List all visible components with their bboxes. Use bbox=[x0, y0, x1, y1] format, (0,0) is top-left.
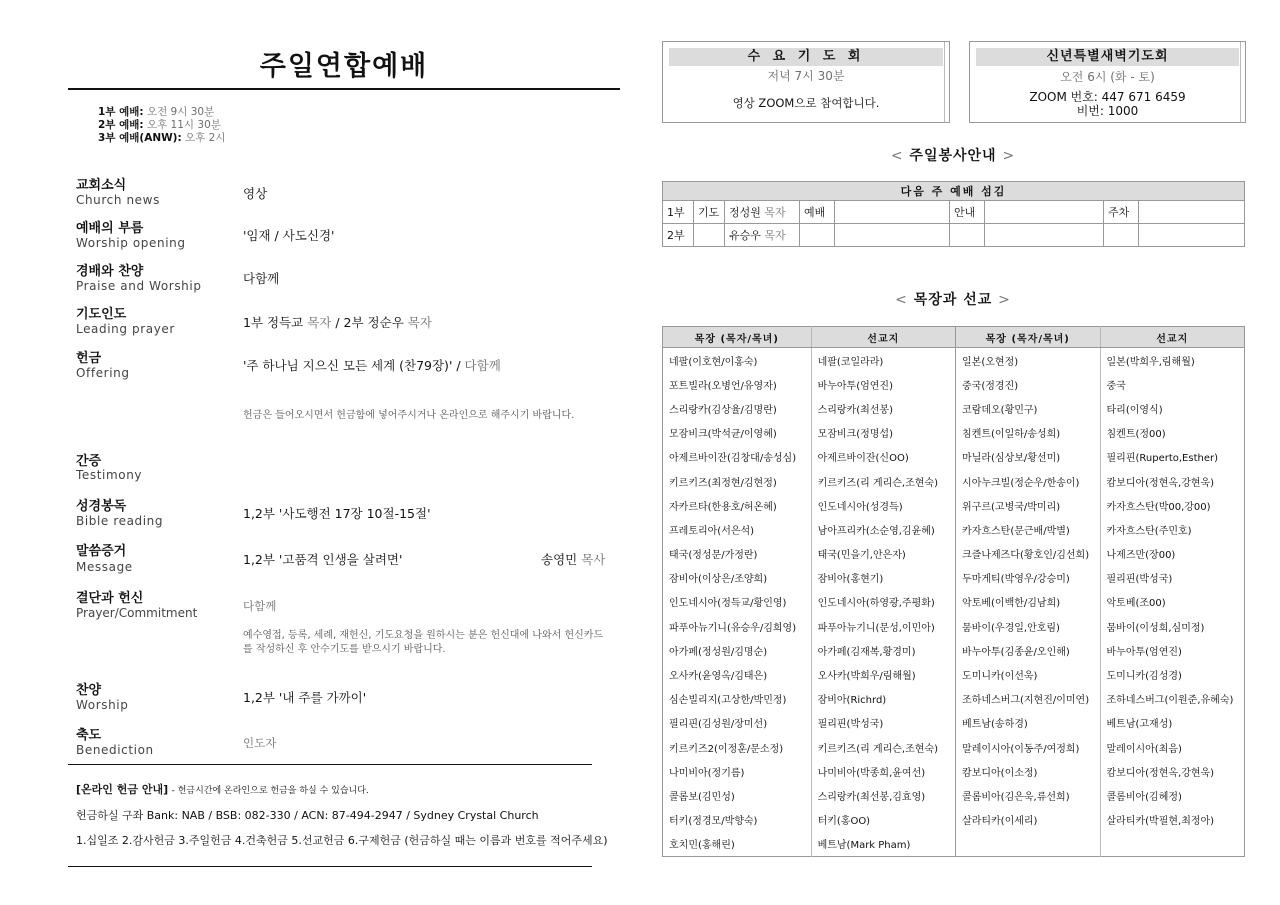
mission-cell: 네팔(이호현/이홍숙) bbox=[663, 348, 812, 373]
serve-cell bbox=[1104, 224, 1139, 247]
item-offering-value: '주 하나님 지으신 모든 세계 (찬79장)' / 다함께 bbox=[243, 358, 501, 373]
mission-cell: 조하네스버그(지현진/이미연) bbox=[956, 687, 1100, 711]
item-bible-ko: 성경봉독 bbox=[76, 499, 127, 514]
mission-cell: 나미비아(정기름) bbox=[663, 759, 812, 783]
mission-cell: 베트남(송하경) bbox=[956, 711, 1100, 735]
mission-cell: 아가페(김재복,황경미) bbox=[811, 638, 955, 662]
serve-cell bbox=[800, 224, 835, 247]
item-commitment-en: Prayer/Commitment bbox=[76, 606, 198, 620]
item-benediction-ko: 축도 bbox=[76, 728, 102, 743]
wednesday-prayer-box bbox=[662, 41, 950, 123]
mission-cell: 필리핀(Ruperto,Esther) bbox=[1106, 453, 1218, 465]
item-testimony-en: Testimony bbox=[76, 468, 143, 482]
item-benediction-value: 인도자 bbox=[243, 736, 277, 750]
item-prayer-ko: 기도인도 bbox=[76, 307, 127, 322]
mission-table-body bbox=[663, 348, 1245, 857]
mission-cell: 코람데오(황민구) bbox=[956, 396, 1100, 420]
mission-cell: 잠비아(이상은/조양희) bbox=[663, 566, 812, 590]
mission-cell: 나제즈만(장00) bbox=[1106, 550, 1176, 562]
mission-cell: 자카르타(한용호/허온혜) bbox=[663, 493, 812, 517]
table-row bbox=[663, 542, 1245, 566]
mission-cell: 뭄바이(이성희,심미정) bbox=[1106, 622, 1205, 634]
message-preacher: 송영민 목사 bbox=[541, 552, 606, 567]
mission-cell: 키르키즈2(이정훈/문소정) bbox=[663, 735, 812, 759]
mission-cell: 키르키즈(리 게리슨,조현숙) bbox=[811, 735, 955, 759]
serve-cell: 2부 bbox=[663, 224, 694, 247]
item-worship-ko: 찬양 bbox=[76, 683, 102, 698]
mission-cell: 바누아투(김종윤/오인해) bbox=[956, 638, 1100, 662]
mission-cell: 크즐나제즈다(황호인/김선희) bbox=[956, 542, 1100, 566]
mission-header: 목장 (목자/목녀) bbox=[663, 327, 812, 348]
page-title: 주일연합예배 bbox=[259, 51, 429, 82]
service-time-1: 1부 예배: 오전 9시 30분 bbox=[98, 106, 215, 118]
item-commitment-value: 다함께 bbox=[243, 599, 277, 613]
table-row bbox=[663, 662, 1245, 686]
mission-cell: 콜롬보(김민성) bbox=[663, 783, 812, 807]
table-row bbox=[663, 372, 1245, 396]
mission-cell: 모잠비크(박석균/이영혜) bbox=[663, 421, 812, 445]
mission-cell: 중국 bbox=[1106, 380, 1126, 392]
item-praise-ko: 경배와 찬양 bbox=[76, 264, 144, 279]
serve-cell: 유승우 목자 bbox=[725, 224, 800, 247]
mission-cell: 캄보디아(이소정) bbox=[956, 759, 1100, 783]
mission-cell: 캄보디아(정현옥,강현욱) bbox=[1106, 477, 1215, 489]
mission-cell: 침켄트(이일하/송성희) bbox=[956, 421, 1100, 445]
mission-cell: 터키(홍OO) bbox=[811, 808, 955, 832]
table-row bbox=[663, 348, 1245, 373]
item-testimony-ko: 간증 bbox=[76, 454, 102, 469]
wednesday-prayer-note: 영상 ZOOM으로 참여합니다. bbox=[732, 96, 880, 110]
mission-header: 목장 (목자/목녀) bbox=[956, 327, 1100, 348]
serve-cell: 예배 bbox=[800, 201, 835, 224]
newyear-zoom-password: 비번: 1000 bbox=[1076, 104, 1139, 118]
item-message-value: 1,2부 '고품격 인생을 살려면' bbox=[243, 552, 403, 567]
mission-cell: 살라티카(이세리) bbox=[956, 808, 1100, 832]
table-row bbox=[663, 711, 1245, 735]
table-row bbox=[663, 493, 1245, 517]
mission-cell: 악토베(조00) bbox=[1106, 598, 1166, 610]
serve-cell bbox=[1139, 201, 1245, 224]
item-offering-note: 헌금은 들어오시면서 헌금함에 넣어주시거나 온라인으로 해주시기 바랍니다. bbox=[243, 410, 575, 421]
mission-cell: 스리랑카(김상율/김명란) bbox=[663, 396, 812, 420]
mission-cell bbox=[956, 832, 1100, 857]
item-offering-ko: 헌금 bbox=[76, 351, 102, 366]
online-bottom-divider bbox=[68, 866, 592, 867]
table-row bbox=[663, 469, 1245, 493]
mission-cell: 태국(민을기,안은자) bbox=[811, 542, 955, 566]
serve-cell: 안내 bbox=[950, 201, 985, 224]
mission-cell: 잠비아(Richrd) bbox=[811, 687, 955, 711]
mission-header: 선교지 bbox=[1100, 327, 1245, 348]
mission-cell: 파푸아뉴기니(문성,이민아) bbox=[811, 614, 955, 638]
mission-cell: 콜롬비아(김은욱,류선희) bbox=[956, 783, 1100, 807]
item-opening-value: '임재 / 사도신경' bbox=[243, 228, 335, 243]
mission-cell: 인도네시아(정득교/황인영) bbox=[663, 590, 812, 614]
mission-cell: 키르키즈(최정현/김현정) bbox=[663, 469, 812, 493]
mission-cell: 프레토리아(서은석) bbox=[663, 517, 812, 541]
table-row bbox=[663, 566, 1245, 590]
serve-cell bbox=[985, 224, 1104, 247]
item-bible-value: 1,2부 '사도행전 17장 10절-15절' bbox=[243, 506, 431, 521]
table-row bbox=[663, 759, 1245, 783]
mission-cell: 인도네시아(하영광,주평화) bbox=[811, 590, 955, 614]
mission-cell: 모잠비크(정명섭) bbox=[811, 421, 955, 445]
mission-cell: 악토베(이백한/김남희) bbox=[956, 590, 1100, 614]
mission-header: 선교지 bbox=[811, 327, 955, 348]
mission-cell: 위구르(고병국/박미리) bbox=[956, 493, 1100, 517]
mission-cell: 카자흐스탄(박00,강00) bbox=[1106, 501, 1211, 513]
serve-cell: 1부 bbox=[663, 201, 694, 224]
serve-cell: 기도 bbox=[694, 201, 725, 224]
item-praise-en: Praise and Worship bbox=[76, 279, 202, 293]
serve-cell: 정성원 목자 bbox=[725, 201, 800, 224]
mission-cell: 포트빌라(오병언/유영자) bbox=[663, 372, 812, 396]
mission-cell: 카자흐스탄(주민호) bbox=[1106, 525, 1192, 537]
service-time-2: 2부 예배: 오후 11시 30분 bbox=[98, 119, 221, 131]
mission-cell: 스리랑카(최선봉) bbox=[811, 396, 955, 420]
mission-cell: 키르키즈(리 게리슨,조현숙) bbox=[811, 469, 955, 493]
mission-section-heading: < 목장과 선교 > bbox=[895, 292, 1011, 308]
box-edge bbox=[944, 42, 949, 122]
item-offering-en: Offering bbox=[76, 366, 130, 380]
table-row bbox=[663, 638, 1245, 662]
item-benediction-en: Benediction bbox=[76, 743, 154, 757]
mission-cell: 베트남(Mark Pham) bbox=[811, 832, 955, 857]
mission-cell: 태국(정성문/가정란) bbox=[663, 542, 812, 566]
mission-cell: 두마게티(박영우/강승미) bbox=[956, 566, 1100, 590]
serve-cell bbox=[950, 224, 985, 247]
mission-cell: 뭄바이(우경일,안호림) bbox=[956, 614, 1100, 638]
item-opening-en: Worship opening bbox=[76, 236, 186, 250]
mission-cell: 말레이시아(이동주/여정희) bbox=[956, 735, 1100, 759]
mission-cell: 스리랑카(최선봉,김효영) bbox=[811, 783, 955, 807]
mission-cell: 인도네시아(성경득) bbox=[811, 493, 955, 517]
mission-cell: 네팔(코일라라) bbox=[811, 348, 955, 373]
mission-cell: 호치민(홍해린) bbox=[663, 832, 812, 857]
item-message-ko: 말씀증거 bbox=[76, 544, 127, 559]
mission-cell bbox=[1100, 832, 1245, 857]
mission-cell: 마닐라(심상보/황선미) bbox=[956, 445, 1100, 469]
item-prayer-en: Leading prayer bbox=[76, 322, 175, 336]
item-worship-value: 1,2부 '내 주를 가까이' bbox=[243, 690, 367, 705]
serve-section-heading: < 주일봉사안내 > bbox=[890, 148, 1016, 164]
table-row bbox=[663, 201, 1245, 224]
mission-cell: 필리핀(박성국) bbox=[811, 711, 955, 735]
item-commitment-ko: 결단과 헌신 bbox=[76, 591, 144, 606]
item-prayer-value: 1부 정득교 목자 / 2부 정순우 목자 bbox=[243, 315, 432, 330]
mission-cell: 캄보디아(정현옥,강현욱) bbox=[1106, 767, 1215, 779]
table-row bbox=[663, 396, 1245, 420]
table-row bbox=[663, 445, 1245, 469]
mission-cell: 잠비아(홍현기) bbox=[811, 566, 955, 590]
mission-cell: 나미비아(박종희,윤여선) bbox=[811, 759, 955, 783]
table-row bbox=[663, 224, 1245, 247]
item-worship-en: Worship bbox=[76, 698, 129, 712]
mission-cell: 아가페(정성원/김명순) bbox=[663, 638, 812, 662]
table-row bbox=[663, 614, 1245, 638]
serve-table bbox=[662, 181, 1245, 247]
mission-cell: 중국(정경진) bbox=[956, 372, 1100, 396]
mission-cell: 베트남(고재성) bbox=[1106, 719, 1173, 731]
newyear-prayer-time: 오전 6시 (화 - 토) bbox=[1060, 70, 1155, 84]
serve-cell bbox=[1139, 224, 1245, 247]
item-commitment-note: 예수영접, 등록, 세례, 재헌신, 기도요청을 원하시는 분은 헌신대에 나와서 헌신카드를 작성하신 후 안수기도를 받으시기 바랍니다. bbox=[243, 630, 604, 655]
newyear-prayer-box bbox=[969, 41, 1246, 123]
title-divider bbox=[68, 88, 620, 90]
offering-types: 1.십일조 2.감사헌금 3.주일헌금 4.건축헌금 5.선교헌금 6.구제헌금 (헌금하실 때는 이름과 번호를 적어주세요) bbox=[76, 834, 608, 847]
online-top-divider bbox=[68, 764, 592, 765]
table-row bbox=[663, 783, 1245, 807]
newyear-prayer-title: 신년특별새벽기도회 bbox=[976, 48, 1239, 66]
item-news-value: 영상 bbox=[243, 186, 268, 201]
item-opening-ko: 예배의 부름 bbox=[76, 221, 144, 236]
wednesday-prayer-title: 수 요 기 도 회 bbox=[669, 48, 943, 66]
mission-cell: 일본(오현정) bbox=[956, 348, 1100, 373]
mission-cell: 바누아투(엄연진) bbox=[1106, 646, 1182, 658]
newyear-zoom-number: ZOOM 번호: 447 671 6459 bbox=[1029, 90, 1186, 104]
mission-table bbox=[662, 326, 1245, 857]
online-account: 헌금하실 구좌 Bank: NAB / BSB: 082-330 / ACN: 87-494-2947 / Sydney Crystal Church bbox=[76, 809, 539, 822]
serve-table-header: 다음 주 예배 섬김 bbox=[663, 182, 1245, 201]
serve-cell: 주차 bbox=[1104, 201, 1139, 224]
mission-cell: 카자흐스탄(문근배/박별) bbox=[956, 517, 1100, 541]
mission-cell: 남아프리카(소순영,김윤혜) bbox=[811, 517, 955, 541]
mission-cell: 살라티카(박필현,최정아) bbox=[1106, 816, 1215, 828]
item-bible-en: Bible reading bbox=[76, 514, 164, 528]
mission-cell: 아제르바이잔(김창대/송성심) bbox=[663, 445, 812, 469]
item-praise-value: 다함께 bbox=[243, 271, 280, 286]
mission-cell: 아제르바이잔(신OO) bbox=[811, 445, 955, 469]
table-row bbox=[663, 590, 1245, 614]
mission-cell: 오사카(윤영옥/김태은) bbox=[663, 662, 812, 686]
item-message-en: Message bbox=[76, 560, 133, 574]
serve-cell bbox=[835, 224, 950, 247]
mission-cell: 조하네스버그(이원준,유혜숙) bbox=[1106, 695, 1234, 707]
mission-cell: 필리핀(김성원/장미선) bbox=[663, 711, 812, 735]
wednesday-prayer-time: 저녁 7시 30분 bbox=[767, 69, 845, 83]
table-row bbox=[663, 687, 1245, 711]
mission-cell: 파푸아뉴기니(유승우/김희영) bbox=[663, 614, 812, 638]
serve-cell bbox=[835, 201, 950, 224]
item-news-en: Church news bbox=[76, 193, 160, 207]
table-row bbox=[663, 832, 1245, 857]
service-time-3: 3부 예배(ANW): 오후 2시 bbox=[98, 132, 226, 144]
mission-cell: 콜롬비아(김혜정) bbox=[1106, 791, 1182, 803]
table-row bbox=[663, 735, 1245, 759]
mission-cell: 터키(정경모/박향숙) bbox=[663, 808, 812, 832]
item-news-ko: 교회소식 bbox=[76, 178, 127, 193]
mission-cell: 침켄트(정00) bbox=[1106, 429, 1166, 441]
mission-cell: 심손빌리지(고상한/박민정) bbox=[663, 687, 812, 711]
table-row bbox=[663, 808, 1245, 832]
table-row bbox=[663, 421, 1245, 445]
mission-cell: 말레이시아(최음) bbox=[1106, 743, 1182, 755]
mission-cell: 필리핀(박성국) bbox=[1106, 574, 1173, 586]
mission-cell: 바누아투(엄연진) bbox=[811, 372, 955, 396]
mission-cell: 시아누크빌(정순우/한송이) bbox=[956, 469, 1100, 493]
serve-cell bbox=[985, 201, 1104, 224]
table-row bbox=[663, 517, 1245, 541]
box-edge bbox=[1240, 42, 1245, 122]
mission-cell: 타리(이영식) bbox=[1106, 404, 1163, 416]
mission-cell: 오사카(박희우/림해월) bbox=[811, 662, 955, 686]
serve-cell bbox=[694, 224, 725, 247]
mission-cell: 도미니카(김성경) bbox=[1106, 671, 1182, 683]
mission-cell: 일본(박희우,림해월) bbox=[1106, 356, 1195, 368]
mission-cell: 도미니카(이선욱) bbox=[956, 662, 1100, 686]
online-offering-heading: [온라인 헌금 안내] - 헌금시간에 온라인으로 헌금을 하실 수 있습니다. bbox=[76, 783, 369, 796]
